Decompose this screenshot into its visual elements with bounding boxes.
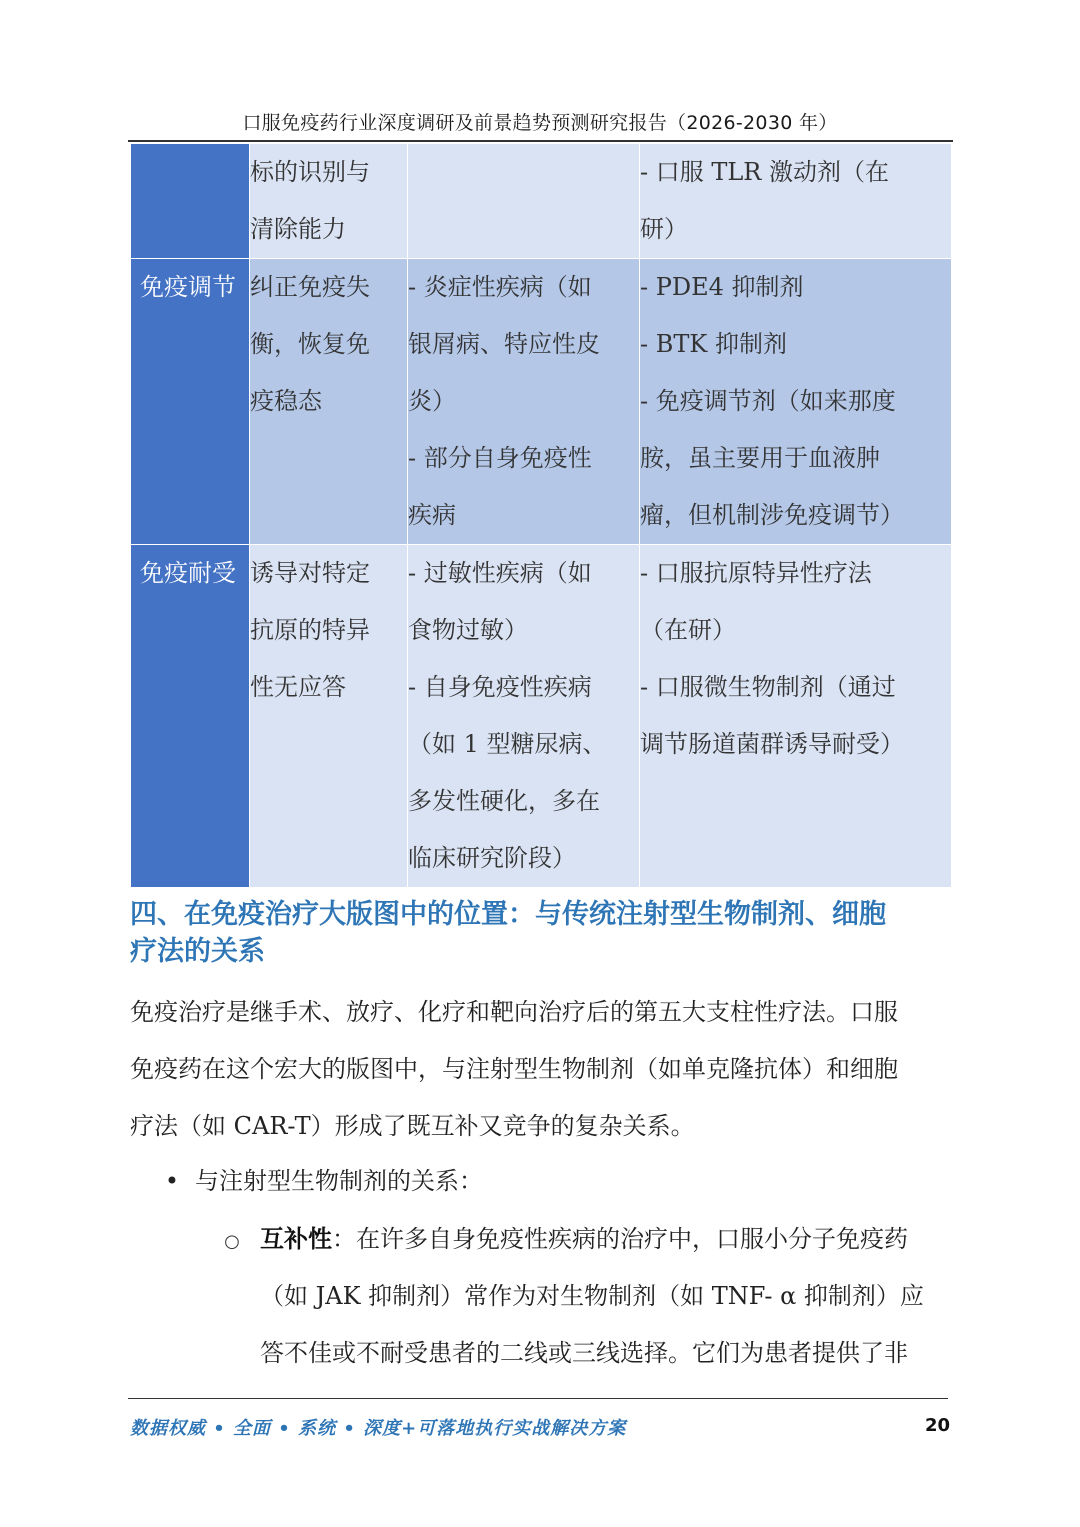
drugs-cell (640, 144, 952, 259)
sub-bullet-line (260, 1210, 960, 1268)
category-cell (131, 144, 250, 259)
cell-text: 瘤，但机制涉免疫调节） (640, 501, 904, 529)
cell-text: - BTK 抑制剂 (640, 330, 787, 358)
cell-text: - 免疫调节剂（如来那度 (640, 387, 896, 415)
diseases-cell (408, 545, 640, 888)
cell-text: - 自身免疫性疾病 (408, 673, 592, 701)
diseases-cell (408, 259, 640, 545)
sub-bullet-line: 答不佳或不耐受患者的二线或三线选择。它们为患者提供了非 (260, 1339, 908, 1367)
description-cell (250, 545, 408, 888)
cell-text: - 炎症性疾病（如 (408, 273, 592, 301)
page-header-title: 口服免疫药行业深度调研及前景趋势预测研究报告（2026-2030 年） (242, 112, 838, 134)
footer-slogan: 数据权威 • 全面 • 系统 • 深度+可落地执行实战解决方案 (130, 1418, 627, 1439)
cell-text: 炎） (408, 387, 456, 415)
page-number: 20 (924, 1415, 950, 1436)
hollow-circle-icon: ○ (224, 1231, 240, 1252)
cell-text: （在研） (640, 616, 736, 644)
sub-bullet-body (260, 1210, 960, 1382)
section-heading-line: 四、在免疫治疗大版图中的位置：与传统注射型生物制剂、细胞 (130, 899, 886, 930)
bullet-dot-icon: • (164, 1167, 180, 1195)
table-row (131, 259, 952, 545)
cell-text: 疫稳态 (250, 387, 322, 415)
category-cell: 免疫耐受 (131, 545, 250, 888)
description-cell (250, 144, 408, 259)
footer-divider (128, 1398, 948, 1399)
cell-text: 诱导对特定 (250, 559, 370, 587)
diseases-cell (408, 144, 640, 259)
cell-text: 银屑病、特应性皮 (408, 330, 600, 358)
cell-text: （如 1 型糖尿病、 (408, 730, 607, 758)
cell-text: - 过敏性疾病（如 (408, 559, 592, 587)
table-row (131, 144, 952, 259)
section-heading-line: 疗法的关系 (130, 936, 265, 967)
cell-text: 清除能力 (250, 215, 346, 243)
drugs-cell (640, 259, 952, 545)
cell-text: 衡，恢复免 (250, 330, 370, 358)
paragraph-line: 免疫治疗是继手术、放疗、化疗和靶向治疗后的第五大支柱性疗法。口服 (130, 998, 898, 1026)
sub-bullet-line: （如 JAK 抑制剂）常作为对生物制剂（如 TNF- α 抑制剂）应 (260, 1282, 924, 1310)
cell-text: - PDE4 抑制剂 (640, 273, 804, 301)
cell-text: - 口服抗原特异性疗法 (640, 559, 872, 587)
cell-text: 标的识别与 (250, 158, 370, 186)
description-cell (250, 259, 408, 545)
cell-text: 食物过敏） (408, 616, 528, 644)
cell-text: 调节肠道菌群诱导耐受） (640, 730, 904, 758)
cell-text: 临床研究阶段） (408, 844, 576, 872)
paragraph-line: 疗法（如 CAR-T）形成了既互补又竞争的复杂关系。 (130, 1112, 695, 1140)
cell-text: 胺，虽主要用于血液肿 (640, 444, 880, 472)
cell-text: 抗原的特异 (250, 616, 370, 644)
cell-text: 多发性硬化，多在 (408, 787, 600, 815)
drugs-cell (640, 545, 952, 888)
body-paragraph (130, 984, 950, 1155)
comparison-table (130, 143, 952, 888)
category-cell: 免疫调节 (131, 259, 250, 545)
cell-text: - 口服 TLR 激动剂（在 (640, 158, 890, 186)
sub-bullet-text: ：在许多自身免疫性疾病的治疗中，口服小分子免疫药 (332, 1225, 908, 1253)
cell-text: - 部分自身免疫性 (408, 444, 592, 472)
sub-bullet-label: 互补性 (260, 1224, 332, 1253)
cell-text: 研） (640, 215, 688, 243)
paragraph-line: 免疫药在这个宏大的版图中，与注射型生物制剂（如单克隆抗体）和细胞 (130, 1055, 898, 1083)
bullet-text: 与注射型生物制剂的关系： (195, 1167, 483, 1195)
cell-text: - 口服微生物制剂（通过 (640, 673, 896, 701)
section-heading (130, 896, 960, 970)
cell-text: 纠正免疫失 (250, 273, 370, 301)
cell-text: 疾病 (408, 501, 456, 529)
cell-text: 性无应答 (250, 673, 346, 701)
header-divider (128, 140, 953, 142)
table-row (131, 545, 952, 888)
